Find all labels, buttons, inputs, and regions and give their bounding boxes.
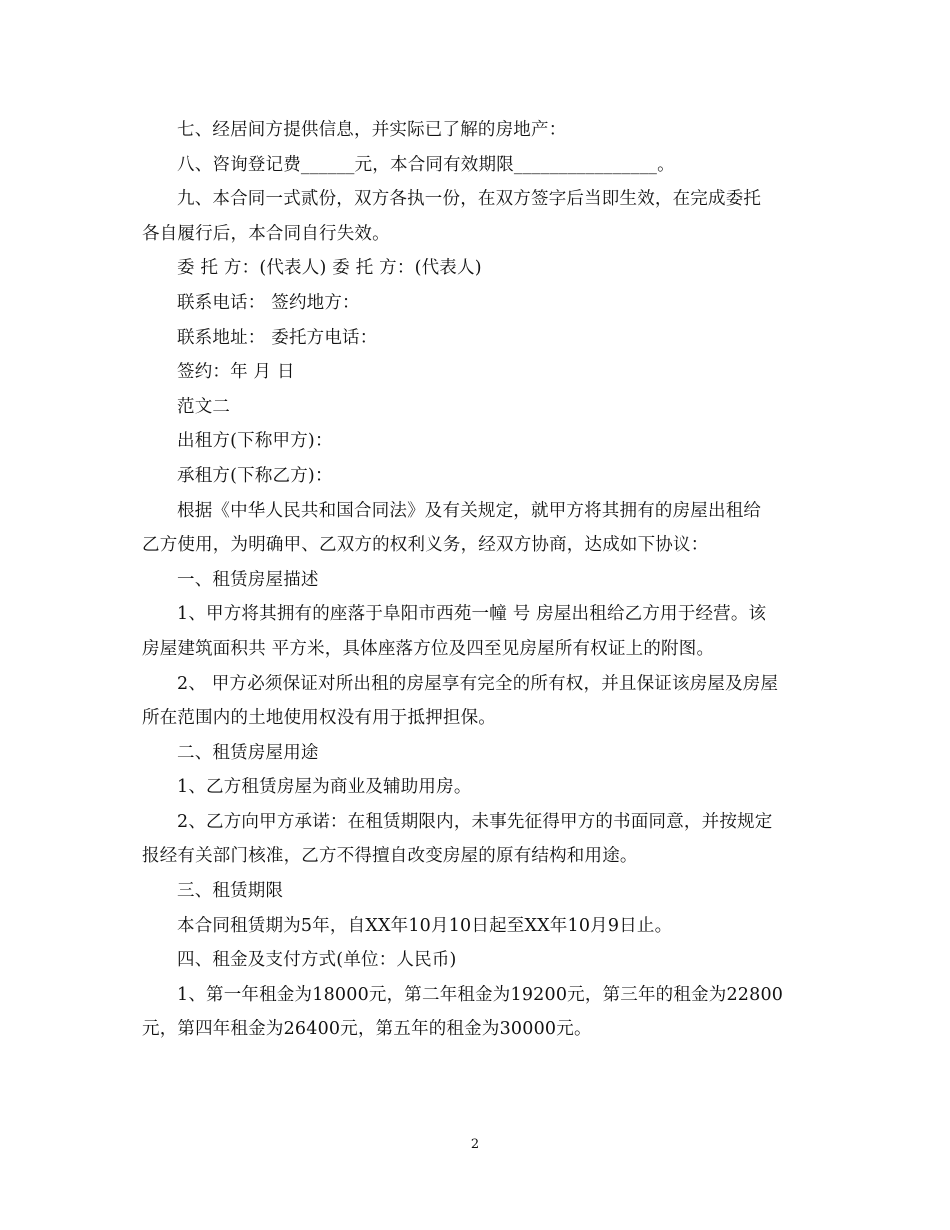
paragraph-line: 各自履行后，本合同自行失效。 (142, 223, 390, 244)
paragraph-line: 1、甲方将其拥有的座落于阜阳市西苑一幢 号 房屋出租给乙方用于经营。该 (177, 604, 767, 625)
paragraph-line: 八、咨询登记费______元，本合同有效期限________________。 (177, 154, 675, 175)
paragraph-line: 房屋建筑面积共 平方米，具体座落方位及四至见房屋所有权证上的附图。 (142, 638, 715, 659)
paragraph-line: 联系地址： 委托方电话： (177, 327, 378, 348)
section-heading: 四、租金及支付方式(单位：人民币) (177, 950, 457, 971)
paragraph-line: 乙方使用，为明确甲、乙双方的权利义务，经双方协商，达成如下协议： (142, 535, 709, 556)
section-heading: 二、租赁房屋用途 (177, 742, 319, 763)
page-number: 2 (470, 1137, 480, 1152)
section-title: 范文二 (177, 396, 231, 417)
paragraph-line: 出租方(下称甲方)： (177, 431, 333, 452)
paragraph-line: 委 托 方：(代表人) 委 托 方：(代表人) (177, 258, 482, 279)
paragraph-line: 九、本合同一式贰份，双方各执一份，在双方签字后当即生效，在完成委托 (177, 189, 762, 210)
paragraph-line: 2、 甲方必须保证对所出租的房屋享有完全的所有权，并且保证该房屋及房屋 (177, 673, 779, 694)
paragraph-line: 1、第一年租金为18000元，第二年租金为19200元，第三年的租金为22800 (177, 984, 784, 1005)
section-heading: 一、租赁房屋描述 (177, 569, 319, 590)
paragraph-line: 签约：年 月 日 (177, 362, 295, 383)
paragraph-line: 元，第四年租金为26400元，第五年的租金为30000元。 (142, 1019, 592, 1040)
paragraph-line: 报经有关部门核准，乙方不得擅自改变房屋的原有结构和用途。 (142, 846, 638, 867)
paragraph-line: 所在范围内的土地使用权没有用于抵押担保。 (142, 708, 496, 729)
paragraph-line: 七、经居间方提供信息，并实际已了解的房地产： (177, 120, 567, 140)
paragraph-line: 本合同租赁期为5年，自XX年10月10日起至XX年10月9日止。 (177, 915, 673, 936)
document-body (142, 113, 808, 1047)
paragraph-line: 根据《中华人民共和国合同法》及有关规定，就甲方将其拥有的房屋出租给 (177, 500, 762, 521)
paragraph-line: 承租方(下称乙方)： (177, 465, 333, 486)
paragraph-line: 1、乙方租赁房屋为商业及辅助用房。 (177, 777, 472, 798)
section-heading: 三、租赁期限 (177, 881, 284, 902)
paragraph-line: 2、乙方向甲方承诺：在租赁期限内，未事先征得甲方的书面同意，并按规定 (177, 811, 773, 832)
paragraph-line: 联系电话： 签约地方： (177, 292, 360, 313)
